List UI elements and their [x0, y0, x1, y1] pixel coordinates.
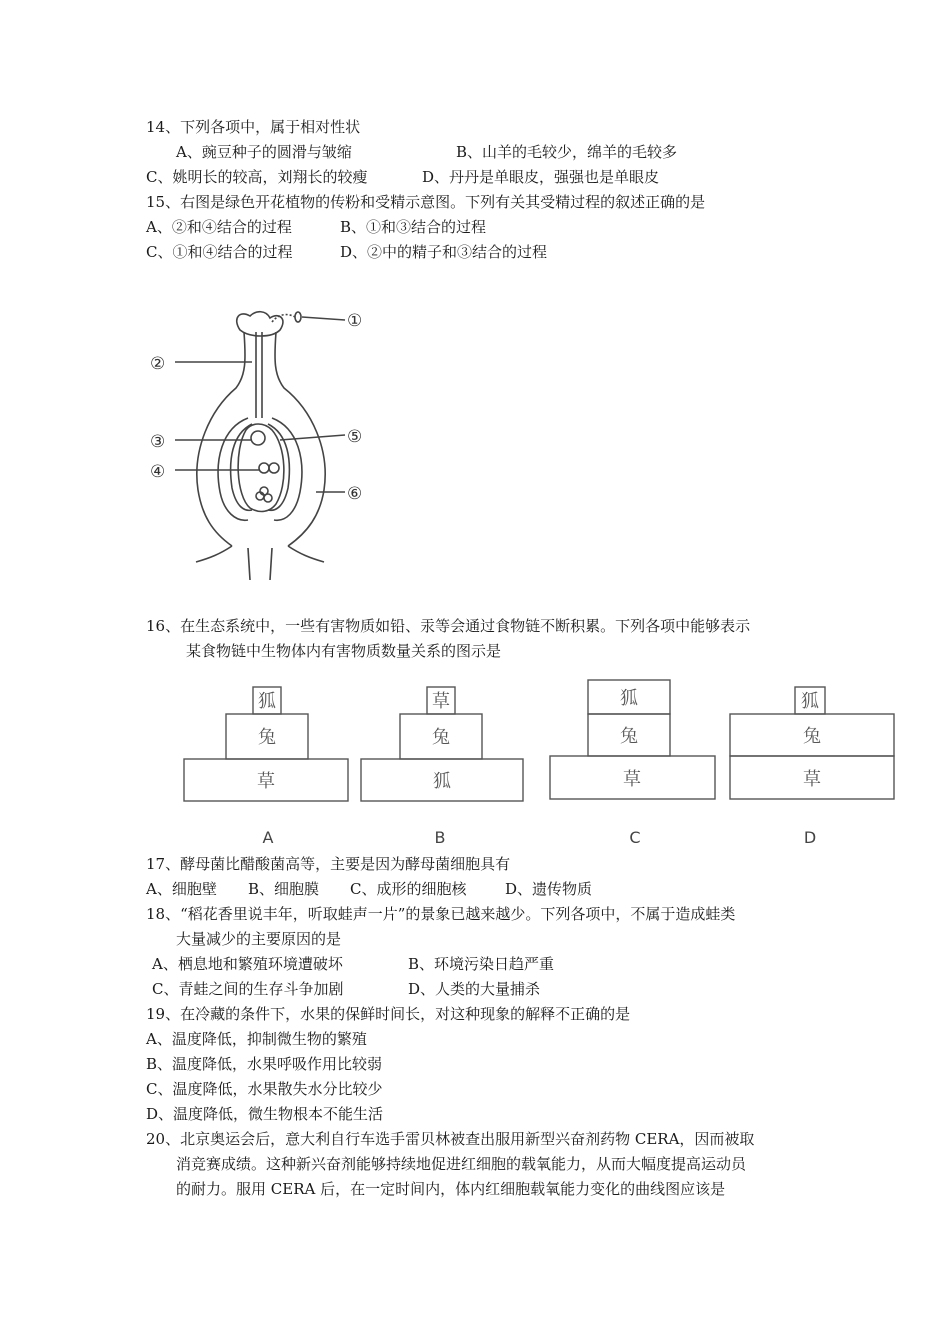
c-top: 狐 — [620, 688, 638, 709]
q17-stem: 17、酵母菌比醋酸菌高等，主要是因为酵母菌细胞具有 — [146, 855, 511, 873]
label-4: ④ — [150, 462, 166, 482]
b-mid: 兔 — [432, 727, 450, 748]
option-letter-c: C — [629, 828, 641, 847]
b-bottom: 狐 — [433, 771, 451, 792]
q17-option-c: C、成形的细胞核 — [350, 880, 467, 898]
label-3: ③ — [150, 432, 166, 452]
d-mid: 兔 — [803, 726, 821, 747]
label-6: ⑥ — [347, 484, 363, 504]
q19-option-d: D、温度降低，微生物根本不能生活 — [146, 1105, 384, 1123]
q20-stem-2: 消竞赛成绩。这种新兴奋剂能够持续地促进红细胞的载氧能力，从而大幅度提高运动员 — [176, 1155, 747, 1173]
q14-option-a: A、豌豆种子的圆滑与皱缩 — [176, 143, 352, 161]
food-chain-pyramids — [170, 675, 905, 850]
c-bottom: 草 — [623, 769, 641, 790]
a-mid: 兔 — [258, 727, 276, 748]
q19-stem: 19、在冷藏的条件下，水果的保鲜时间长，对这种现象的解释不正确的是 — [146, 1005, 631, 1023]
q20-stem-1: 20、北京奥运会后，意大利自行车选手雷贝林被查出服用新型兴奋剂药物 CERA，因而被取 — [146, 1130, 755, 1148]
q19-option-c: C、温度降低，水果散失水分比较少 — [146, 1080, 383, 1098]
q15-option-b: B、①和③结合的过程 — [340, 218, 487, 236]
label-5: ⑤ — [347, 427, 363, 447]
q19-option-a: A、温度降低，抑制微生物的繁殖 — [146, 1030, 367, 1048]
q19-option-b: B、温度降低，水果呼吸作用比较弱 — [146, 1055, 383, 1073]
label-1: ① — [347, 311, 363, 331]
q17-option-b: B、细胞膜 — [248, 880, 320, 898]
q15-option-c: C、①和④结合的过程 — [146, 243, 293, 261]
q20-stem-3: 的耐力。服用 CERA 后，在一定时间内，体内红细胞载氧能力变化的曲线图应该是 — [176, 1180, 726, 1198]
flower-fertilization-diagram — [140, 300, 380, 585]
q14-option-b: B、山羊的毛较少，绵羊的毛较多 — [456, 143, 678, 161]
q18-stem-2: 大量减少的主要原因的是 — [176, 930, 342, 948]
d-bottom: 草 — [803, 769, 821, 790]
label-2: ② — [150, 354, 166, 374]
d-top: 狐 — [801, 691, 819, 712]
q15-option-d: D、②中的精子和③结合的过程 — [340, 243, 548, 261]
q17-option-a: A、细胞壁 — [146, 880, 217, 898]
a-top: 狐 — [258, 691, 276, 712]
c-mid: 兔 — [620, 726, 638, 747]
q16-stem-2: 某食物链中生物体内有害物质数量关系的图示是 — [186, 642, 502, 660]
q16-stem-1: 16、在生态系统中，一些有害物质如铅、汞等会通过食物链不断积累。下列各项中能够表示 — [146, 617, 751, 635]
option-letter-b: B — [434, 828, 446, 847]
option-letter-a: A — [262, 828, 274, 847]
q18-stem-1: 18、“稻花香里说丰年，听取蛙声一片”的景象已越来越少。下列各项中，不属于造成蛙类 — [146, 905, 736, 923]
q14-option-d: D、丹丹是单眼皮，强强也是单眼皮 — [422, 168, 660, 186]
q17-option-d: D、遗传物质 — [505, 880, 593, 898]
b-top: 草 — [432, 691, 450, 712]
option-letter-d: D — [803, 828, 817, 847]
q18-option-c: C、青蛙之间的生存斗争加剧 — [152, 980, 344, 998]
q18-option-a: A、栖息地和繁殖环境遭破坏 — [152, 955, 343, 973]
q15-option-a: A、②和④结合的过程 — [146, 218, 292, 236]
q14-option-c: C、姚明长的较高，刘翔长的较瘦 — [146, 168, 368, 186]
q15-stem: 15、右图是绿色开花植物的传粉和受精示意图。下列有关其受精过程的叙述正确的是 — [146, 193, 706, 211]
q18-option-b: B、环境污染日趋严重 — [408, 955, 555, 973]
q14-stem: 14、下列各项中，属于相对性状 — [146, 118, 361, 136]
q18-option-d: D、人类的大量捕杀 — [408, 980, 541, 998]
a-bottom: 草 — [257, 771, 275, 792]
